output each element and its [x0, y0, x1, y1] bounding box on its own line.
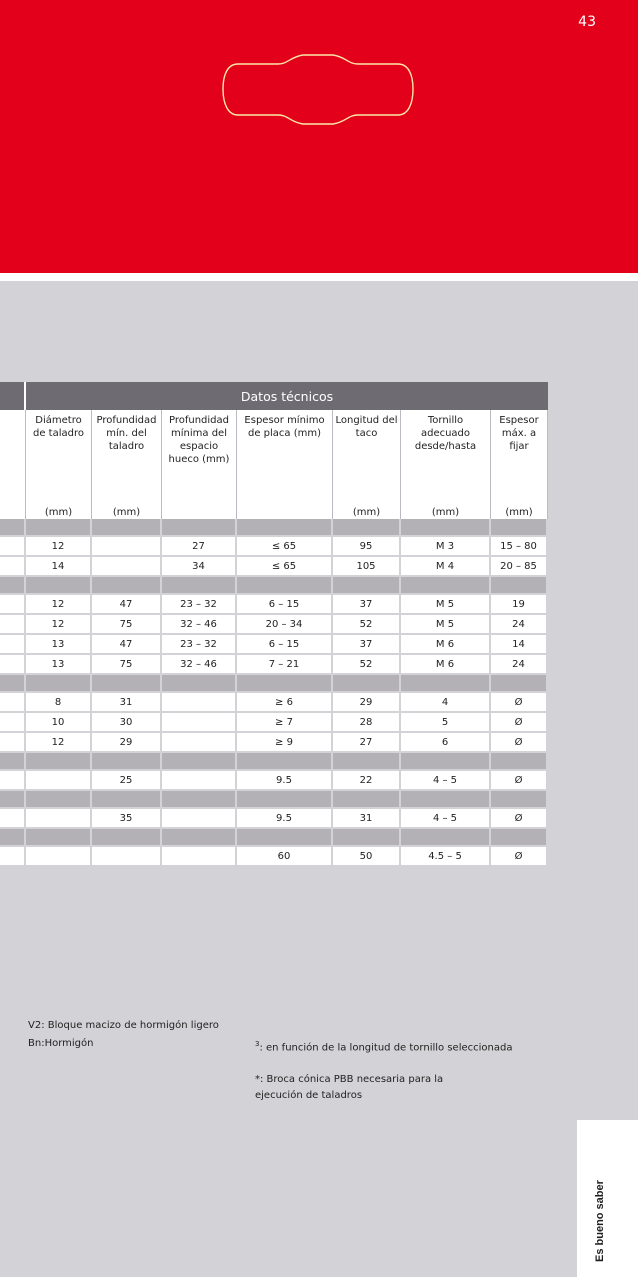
table-cell: ≥ 9: [237, 733, 333, 753]
row-stub-cell: [0, 713, 26, 733]
table-cell: Ø: [491, 771, 548, 791]
table-cell: [333, 675, 401, 693]
row-stub-cell: [0, 847, 26, 867]
table-header-stub: [0, 382, 26, 410]
table-cell: 12: [26, 595, 92, 615]
table-cell: 13: [26, 655, 92, 675]
table-cell: 4.5 – 5: [401, 847, 491, 867]
row-stub-cell: [0, 577, 26, 595]
header-band: [0, 0, 638, 273]
row-stub-cell: [0, 615, 26, 635]
table-cell: 52: [333, 655, 401, 675]
column-header-unit: (mm): [505, 507, 533, 518]
table-cell: [401, 753, 491, 771]
row-stub-cell: [0, 635, 26, 655]
table-cell: 12: [26, 537, 92, 557]
table-row: [0, 809, 548, 829]
table-cell: [162, 829, 237, 847]
table-cell: [237, 753, 333, 771]
table-row: [0, 595, 548, 615]
table-cell: ≤ 65: [237, 557, 333, 577]
table-cell: Ø: [491, 693, 548, 713]
table-cell: [333, 829, 401, 847]
table-cell: 37: [333, 595, 401, 615]
column-header: [491, 410, 548, 519]
table-cell: 29: [92, 733, 162, 753]
table-row: [0, 847, 548, 867]
table-cell: 9.5: [237, 809, 333, 829]
column-header: [333, 410, 401, 519]
table-group-separator: [0, 791, 548, 809]
row-stub-cell: [0, 753, 26, 771]
table-cell: [162, 675, 237, 693]
table-cell: 20 – 85: [491, 557, 548, 577]
table-cell: 47: [92, 595, 162, 615]
table-cell: 12: [26, 733, 92, 753]
table-cell: [491, 829, 548, 847]
table-cell: [162, 713, 237, 733]
table-cell: [26, 847, 92, 867]
row-stub-cell: [0, 519, 26, 537]
table-cell: [162, 693, 237, 713]
row-stub-cell: [0, 791, 26, 809]
table-cell: 95: [333, 537, 401, 557]
table-cell: 28: [333, 713, 401, 733]
table-cell: 12: [26, 615, 92, 635]
table-cell: [92, 557, 162, 577]
table-group-separator: [0, 829, 548, 847]
table-cell: [26, 519, 92, 537]
table-cell: 24: [491, 615, 548, 635]
table-cell: [26, 791, 92, 809]
column-header-unit: (mm): [44, 507, 73, 518]
table-cell: [237, 829, 333, 847]
row-stub-cell: [0, 809, 26, 829]
table-cell: [162, 809, 237, 829]
table-cell: 23 – 32: [162, 635, 237, 655]
row-stub-cell: [0, 693, 26, 713]
table-cell: M 3: [401, 537, 491, 557]
table-cell: M 5: [401, 615, 491, 635]
table-cell: 27: [162, 537, 237, 557]
table-cell: 9.5: [237, 771, 333, 791]
footnote-3-text: : en función de la longitud de tornillo seleccionada: [259, 1042, 513, 1054]
column-header: [237, 410, 333, 519]
table-cell: 27: [333, 733, 401, 753]
table-cell: [26, 829, 92, 847]
row-stub-cell: [0, 675, 26, 693]
table-cell: 6: [401, 733, 491, 753]
table-cell: [92, 791, 162, 809]
column-header: [162, 410, 237, 519]
side-tab-label: Es bueno saber: [594, 1180, 606, 1262]
column-header-label: Profundidad mín. del taladro: [96, 415, 157, 452]
table-cell: [237, 577, 333, 595]
table-cell: [237, 791, 333, 809]
table-cell: 29: [333, 693, 401, 713]
table-cell: [26, 753, 92, 771]
table-cell: 13: [26, 635, 92, 655]
table-cell: [162, 771, 237, 791]
table-group-separator: [0, 577, 548, 595]
table-cell: [92, 537, 162, 557]
table-cell: [237, 675, 333, 693]
table-cell: 8: [26, 693, 92, 713]
table-cell: M 6: [401, 635, 491, 655]
table-cell: [92, 847, 162, 867]
table-cell: 52: [333, 615, 401, 635]
table-row: [0, 635, 548, 655]
table-cell: [491, 791, 548, 809]
table-cell: [333, 519, 401, 537]
table-cell: [491, 753, 548, 771]
table-cell: [401, 519, 491, 537]
table-row: [0, 655, 548, 675]
column-header-unit: (mm): [352, 507, 381, 518]
column-header: [92, 410, 162, 519]
table-cell: [491, 519, 548, 537]
footnote-bn: Bn:Hormigón: [28, 1038, 94, 1049]
table-row: [0, 557, 548, 577]
table-cell: 31: [92, 693, 162, 713]
table-cell: 4 – 5: [401, 809, 491, 829]
table-cell: ≥ 7: [237, 713, 333, 733]
table-row: [0, 733, 548, 753]
table-row: [0, 713, 548, 733]
footnote-3-marker: 3: [255, 1040, 260, 1048]
column-header: [401, 410, 491, 519]
table-cell: [237, 519, 333, 537]
table-cell: 14: [491, 635, 548, 655]
table-cell: 20 – 34: [237, 615, 333, 635]
table-cell: [92, 577, 162, 595]
table-cell: 75: [92, 655, 162, 675]
table-row: [0, 537, 548, 557]
technical-data-table: [0, 382, 548, 867]
column-header-unit: (mm): [431, 507, 460, 518]
table-cell: 4: [401, 693, 491, 713]
table-cell: [92, 753, 162, 771]
column-header-label: Diámetro de taladro: [33, 415, 84, 439]
table-title: Datos técnicos: [26, 382, 548, 410]
table-cell: 31: [333, 809, 401, 829]
table-group-separator: [0, 675, 548, 693]
table-cell: 10: [26, 713, 92, 733]
table-cell: 7 – 21: [237, 655, 333, 675]
table-cell: [162, 847, 237, 867]
table-cell: M 5: [401, 595, 491, 615]
table-cell: [333, 577, 401, 595]
table-row: [0, 693, 548, 713]
table-cell: 35: [92, 809, 162, 829]
table-cell: [162, 577, 237, 595]
table-cell: [162, 519, 237, 537]
table-cell: [333, 753, 401, 771]
table-cell: Ø: [491, 713, 548, 733]
row-stub-cell: [0, 771, 26, 791]
table-row: [0, 615, 548, 635]
table-cell: M 4: [401, 557, 491, 577]
table-cell: ≤ 65: [237, 537, 333, 557]
table-cell: [92, 675, 162, 693]
footnote-star-line2: ejecución de taladros: [255, 1090, 363, 1101]
row-stub-cell: [0, 595, 26, 615]
table-cell: [162, 753, 237, 771]
table-cell: 32 – 46: [162, 655, 237, 675]
column-header-stub: [0, 410, 26, 519]
table-group-separator: [0, 519, 548, 537]
footnote-3: [255, 1036, 512, 1056]
table-cell: 5: [401, 713, 491, 733]
table-cell: 105: [333, 557, 401, 577]
table-cell: Ø: [491, 809, 548, 829]
table-cell: [401, 829, 491, 847]
table-cell: 19: [491, 595, 548, 615]
row-stub-cell: [0, 829, 26, 847]
table-cell: [401, 577, 491, 595]
table-cell: [92, 829, 162, 847]
table-row: [0, 771, 548, 791]
footnote-v2: V2: Bloque macizo de hormigón ligero: [28, 1020, 219, 1031]
table-cell: ≥ 6: [237, 693, 333, 713]
row-stub-cell: [0, 557, 26, 577]
side-tab[interactable]: [577, 1120, 638, 1277]
column-header-label: Longitud del taco: [335, 415, 398, 439]
table-cell: 15 – 80: [491, 537, 548, 557]
table-cell: [26, 809, 92, 829]
table-cell: 24: [491, 655, 548, 675]
table-cell: 22: [333, 771, 401, 791]
table-cell: 23 – 32: [162, 595, 237, 615]
page-number: 43: [578, 14, 596, 30]
table-cell: 4 – 5: [401, 771, 491, 791]
table-cell: 37: [333, 635, 401, 655]
table-cell: [26, 675, 92, 693]
table-cell: [401, 675, 491, 693]
row-stub-cell: [0, 655, 26, 675]
table-cell: 6 – 15: [237, 635, 333, 655]
divider-strip: [0, 273, 638, 281]
table-cell: [162, 733, 237, 753]
table-cell: Ø: [491, 733, 548, 753]
table-cell: [92, 519, 162, 537]
table-cell: 47: [92, 635, 162, 655]
table-cell: [333, 791, 401, 809]
column-header-label: Espesor máx. a fijar: [499, 415, 539, 452]
table-cell: Ø: [491, 847, 548, 867]
table-cell: [26, 771, 92, 791]
table-cell: 32 – 46: [162, 615, 237, 635]
table-cell: 6 – 15: [237, 595, 333, 615]
table-cell: 60: [237, 847, 333, 867]
column-header-label: Profundidad mínima del espacio hueco (mm): [168, 415, 230, 465]
table-cell: [491, 577, 548, 595]
row-stub-cell: [0, 537, 26, 557]
column-header-unit: (mm): [112, 507, 141, 518]
table-cell: 25: [92, 771, 162, 791]
table-cell: [491, 675, 548, 693]
column-header-label: Espesor mínimo de placa (mm): [244, 415, 325, 439]
table-cell: [401, 791, 491, 809]
column-header-label: Tornillo adecuado desde/hasta: [414, 415, 477, 452]
table-group-separator: [0, 753, 548, 771]
table-cell: M 6: [401, 655, 491, 675]
table-cell: 50: [333, 847, 401, 867]
table-cell: 14: [26, 557, 92, 577]
hang-hole-icon: [218, 52, 418, 127]
table-cell: 34: [162, 557, 237, 577]
column-header: [26, 410, 92, 519]
footnote-star-line1: *: Broca cónica PBB necesaria para la: [255, 1074, 444, 1085]
row-stub-cell: [0, 733, 26, 753]
table-cell: [26, 577, 92, 595]
table-cell: [162, 791, 237, 809]
table-cell: 75: [92, 615, 162, 635]
table-cell: 30: [92, 713, 162, 733]
